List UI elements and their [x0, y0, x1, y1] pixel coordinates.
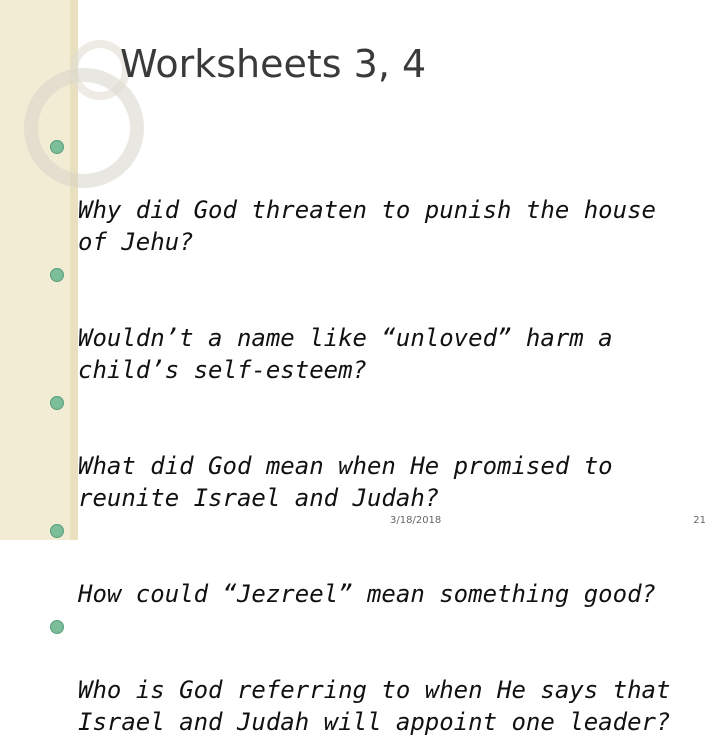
bullet-item	[78, 386, 710, 514]
bullet-marker-icon	[50, 396, 64, 410]
bullet-marker-icon	[50, 140, 64, 154]
bullet-item	[78, 610, 710, 738]
bullet-marker-icon	[50, 268, 64, 282]
bullet-marker-icon	[50, 524, 64, 538]
bullet-text: How could “Jezreel” mean something good?	[78, 580, 656, 608]
bullet-item	[78, 130, 710, 258]
bullet-text: Wouldn’t a name like “unloved” harm a child’s self-esteem?	[78, 324, 613, 384]
bullet-item	[78, 258, 710, 386]
bullet-text: Who is God referring to when He says that Israel and Judah will appoint one leader?	[78, 676, 671, 736]
bullet-text: Why did God threaten to punish the house of Jehu?	[78, 196, 656, 256]
footer-page-number: 21	[693, 515, 706, 526]
footer-date: 3/18/2018	[390, 515, 442, 526]
bullet-text: What did God mean when He promised to reunite Israel and Judah?	[78, 452, 613, 512]
bullet-list	[78, 130, 710, 738]
bullet-marker-icon	[50, 620, 64, 634]
bullet-item	[78, 514, 710, 610]
slide-title: Worksheets 3, 4	[120, 42, 427, 86]
